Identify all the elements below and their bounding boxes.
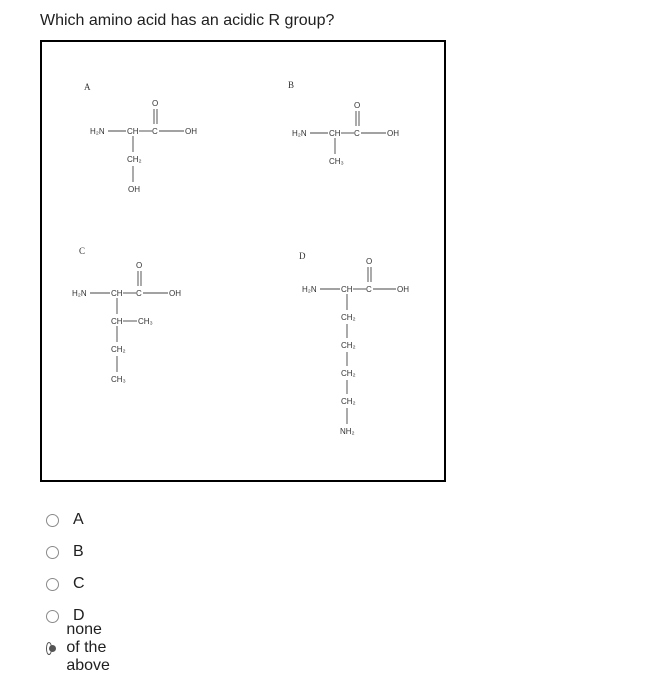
atom-c: C	[366, 285, 372, 294]
atom-ch: CH	[329, 129, 341, 138]
radio-button[interactable]	[46, 578, 59, 591]
atom-oh: OH	[128, 185, 140, 194]
atom-o: O	[152, 99, 159, 108]
atom-ch2: CH₂	[341, 369, 356, 378]
atom-ch: CH	[111, 317, 123, 326]
atom-ch: CH	[127, 127, 139, 136]
structure-label-b: B	[288, 80, 295, 90]
option-label: A	[73, 511, 84, 528]
atom-nh2: NH₂	[340, 427, 355, 436]
option-a[interactable]	[46, 508, 84, 532]
atom-c: C	[354, 129, 360, 138]
atom-ch2: CH₂	[341, 313, 356, 322]
atom-oh: OH	[397, 285, 409, 294]
option-label: C	[73, 575, 85, 592]
atom-o: O	[354, 101, 361, 110]
structure-b	[288, 80, 399, 166]
atom-ch2: CH₂	[341, 397, 356, 406]
option-none-of-the-above[interactable]	[46, 621, 117, 674]
atom-oh: OH	[387, 129, 399, 138]
atom-ch2: CH₂	[127, 155, 142, 164]
atom-oh: OH	[169, 289, 181, 298]
radio-button[interactable]	[46, 546, 59, 559]
atom-h2n: H₂N	[302, 285, 317, 294]
option-c[interactable]	[46, 572, 85, 596]
option-label: none of the above	[66, 621, 110, 674]
atom-ch3: CH₃	[329, 157, 344, 166]
atom-o: O	[366, 257, 373, 266]
option-label: B	[73, 543, 84, 560]
amino-acid-figure	[40, 40, 446, 482]
atom-ch2: CH₂	[341, 341, 356, 350]
radio-button[interactable]	[46, 514, 59, 527]
structure-label-d: D	[299, 251, 306, 261]
structure-c	[72, 246, 181, 384]
option-label: D	[73, 607, 85, 624]
atom-o: O	[136, 261, 143, 270]
atom-ch: CH	[111, 289, 123, 298]
atom-c: C	[136, 289, 142, 298]
atom-ch3: CH₃	[138, 317, 153, 326]
atom-oh: OH	[185, 127, 197, 136]
atom-h2n: H₂N	[90, 127, 105, 136]
atom-ch: CH	[341, 285, 353, 294]
question-text: Which amino acid has an acidic R group?	[40, 12, 335, 29]
structures-svg	[42, 42, 444, 480]
structure-label-a: A	[84, 82, 91, 92]
atom-h2n: H₂N	[72, 289, 87, 298]
atom-h2n: H₂N	[292, 129, 307, 138]
atom-ch2: CH₂	[111, 345, 126, 354]
atom-c: C	[152, 127, 158, 136]
radio-button[interactable]	[46, 610, 59, 623]
option-b[interactable]	[46, 540, 84, 564]
structure-label-c: C	[79, 246, 86, 256]
structure-d	[299, 251, 409, 436]
radio-button[interactable]	[46, 642, 52, 655]
structure-a	[84, 82, 197, 194]
atom-ch3: CH₃	[111, 375, 126, 384]
